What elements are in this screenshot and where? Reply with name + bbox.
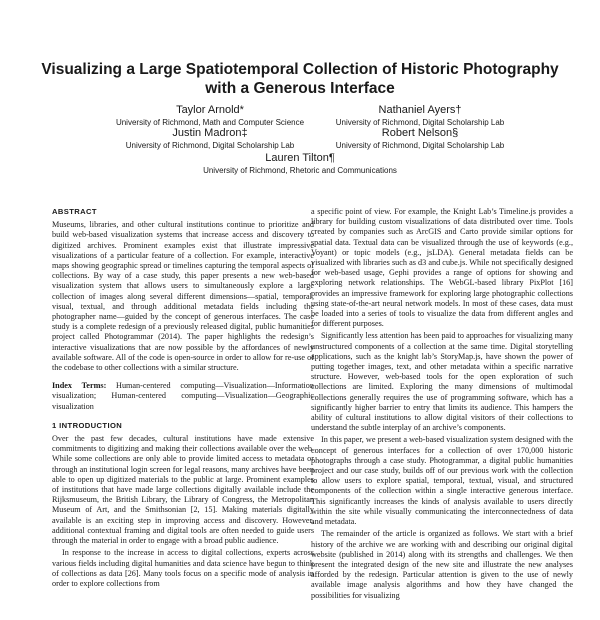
author-name: Lauren Tilton¶ [265,152,335,164]
author-block [320,103,520,128]
author-block [110,103,310,128]
author-affiliation: University of Richmond, Digital Scholarship Lab [335,141,505,150]
body-paragraph: a specific point of view. For example, the Knight Lab’s Timeline.js provides a library for building custom visualizations of data distributed over time. Tools created by companies such as ArcGIS and Carto provide similar options for spatial data. Textual data can be visualized through the use of keywords (e.g., Voyant) or topic models (e.g., jsLDA). General metadata fields can be visualized with libraries such as d3 and cube.js. While not specifically designed for web-based usage, Gephi provides a range of options for showing and exploring network relationships. The WebGL-based library PixPlot [16] provides an impressive framework for exploring large photographic collections using state-of-the-art neural network models. In most of these cases, data must be loaded into a series of tools to visualize the data from different angles and for different purposes. [311,207,573,329]
author-block [110,126,310,151]
body-paragraph: Significantly less attention has been paid to approaches for visualizing many unstructured components of a collection at the same time. Digital storytelling applications, such as the knight lab’s StoryMap.js, have shown the power of putting together images, text, and other metadata within a specific narrative structure. However, web-based tools for the open exploration of such collections are limited. Exploring the many dimensions of multimodal collections generally requires the use of programming software, which has a significantly higher barrier to entry that limits its audience. This hampers the ability of cultural institutions to allow digital visitors of their collections to understand the subtle interplay of an archive’s components. [311,331,573,433]
author-name: Taylor Arnold* [176,104,244,116]
author-block [200,151,400,176]
index-terms-text: Human-centered computing—Visualization—Information visualization; Human-centered computing—Visualization—Geographic visualization [52,381,314,411]
body-paragraph: In this paper, we present a web-based visualization system designed with the concept of generous interfaces for a collection of over 170,000 historic photographs through a case study. Photogrammar, a digital public humanities project and our case study, builds off of our previous work with the collection to allow users to explore spatial, temporal, textual, visual, and structured components of the collection within a single interactive generous interface. This significantly increases the kinds of analysis available to users directly within the site while visually communicating the interconnectedness of data and metadata. [311,435,573,527]
author-affiliation: University of Richmond, Digital Scholarship Lab [125,141,295,150]
index-terms [52,381,314,412]
author-name: Robert Nelson§ [381,127,459,139]
intro-paragraph: Over the past few decades, cultural institutions have made extensive commitments to digitizing and making their collections available over the web. While some collections are only able to provide limited access to metadata or through an institutional login screen for legal reasons, many archives have been able to open up digitized materials to the public at large. Prominent examples of institutions that have made large collections digitally available include the Rijksmuseum, the British Library, the Library of Congress, the Metropolitan Museum of Art, and the Smithsonian [2, 15]. Making materials digitally available is an exciting step in improving access and discovery. However, additional contextual framing and digital tools are often needed to guide users through the material in order to engage with a broad public audience. [52,434,314,546]
intro-paragraph: In response to the increase in access to digital collections, experts across various fields including digital humanities and data science have begun to think of collections as data [26]. Many tools focus on a specific mode of analysis in order to explore collections from [52,548,314,588]
abstract-text: Museums, libraries, and other cultural institutions continue to prioritize and build web-based visualization systems that increase access and discovery to digitized archives. Prominent examples exist that illustrate impressive visualizations of a particular feature of a collection. For example, interactive maps showing geographic spread or timelines capturing the temporal aspects of collections. By way of a case study, this paper presents a new web-based visualization system that allows users to simultaneously explore a large collection of images along several different dimensions—spatial, temporal, visual, textual, and through additional metadata fields including the photographer name—guided by the concept of generous interfaces. The case study is a complete redesign of a previously released digital, public humanities project called Photogrammar (2014). The paper highlights the redesign’s interactive visualizations that are now possible by the affordances of newly available software. All of the code is open-source in order to allow for re-use of the codebase to other collections with a similar structure. [52,220,314,373]
author-affiliation: University of Richmond, Digital Scholarship Lab [335,118,505,127]
index-terms-label: Index Terms: [52,381,107,391]
author-affiliation: University of Richmond, Math and Computer Science [115,118,305,127]
body-paragraph: The remainder of the article is organized as follows. We start with a brief history of the archive we are working with and describing our original digital website (published in 2014) along with its strengths and challenges. We then present the integrated design of the new site and illustrate the new analyses afforded by the redesign. Particular attention is given to the use of newly available image analysis algorithms and how they have changed the possibilities for visualizing [311,529,573,600]
author-name: Nathaniel Ayers† [378,104,462,116]
paper-title: Visualizing a Large Spatiotemporal Collection of Historic Photography with a Generous Interface [41,61,559,97]
left-column [52,207,314,589]
right-column [311,207,573,601]
section-heading: 1 INTRODUCTION [52,420,123,430]
author-block [320,126,520,151]
author-name: Justin Madron‡ [172,127,248,139]
author-affiliation: University of Richmond, Rhetoric and Communications [203,166,397,175]
abstract-heading: ABSTRACT [52,207,97,216]
